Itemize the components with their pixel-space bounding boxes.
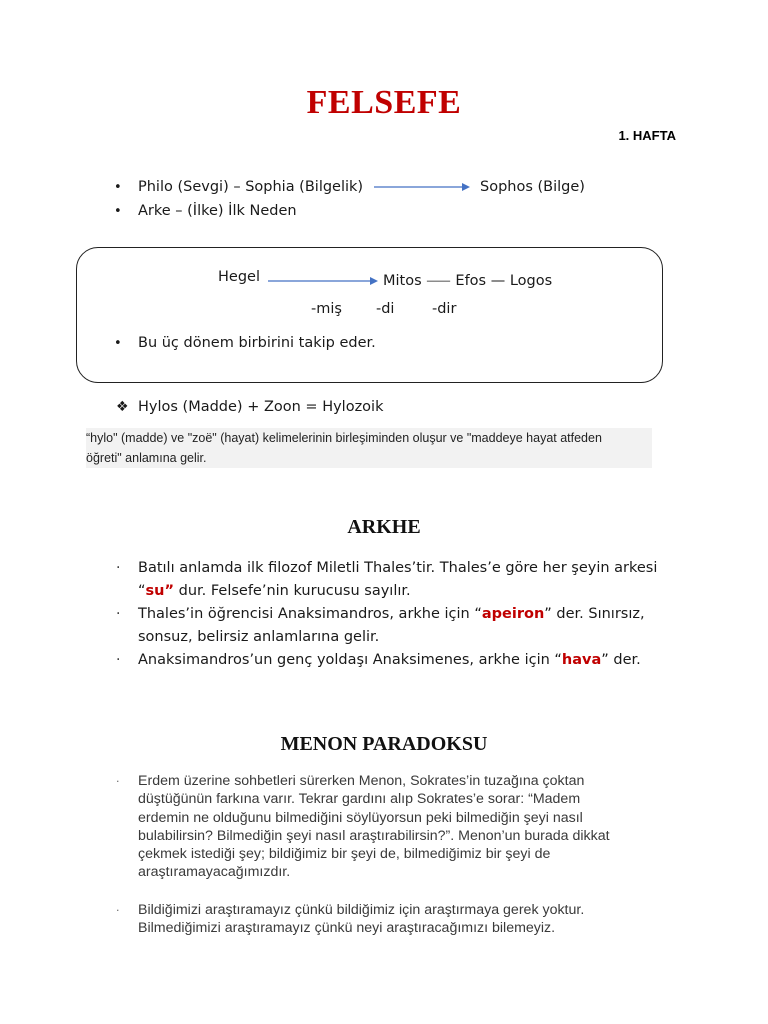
menon-p1-line: çekmek istediği şey; bildiğimiz bir şeyi de, bilmediğimiz bir şeyi de xyxy=(138,846,551,863)
box-bullet-text: Bu üç dönem birbirini takip eder. xyxy=(138,335,376,351)
menon-p2-line: Bildiğimizi araştıramayız çünkü bildiğimiz için araştırmaya gerek yoktur. xyxy=(138,902,585,918)
arkhe-p3-line xyxy=(138,649,678,672)
arkhe-p1-line-b xyxy=(138,580,678,603)
arkhe-p2-line-a xyxy=(138,603,678,626)
arrow-icon xyxy=(374,181,470,193)
note-line-1: “hylo" (madde) ve "zoë" (hayat) kelimelerinin birleşiminden oluşur ve "maddeye hayat atfeden xyxy=(86,431,602,445)
bullet-icon: • xyxy=(114,180,122,195)
arkhe-paragraph-2 xyxy=(138,603,678,649)
intro-line1-right: Sophos (Bilge) xyxy=(480,179,585,195)
arkhe-p2-pre: Thales’in öğrencisi Anaksimandros, arkhe için “ xyxy=(138,606,482,622)
arkhe-p1-line-a: Batılı anlamda ilk filozof Miletli Thales’tir. Thales’e göre her şeyin arkesi xyxy=(138,560,658,576)
highlight-apeiron: apeiron xyxy=(481,606,545,622)
menon-p1-line: erdemin ne olduğunu bilmediğini söylüyorsun peki bilmediğin şeyi nasıl xyxy=(138,809,583,826)
hegel-label: Hegel xyxy=(218,269,260,285)
arkhe-p3-pre: Anaksimandros’un genç yoldaşı Anaksimenes, arkhe için “ xyxy=(138,652,562,668)
menon-heading: MENON PARADOKSU xyxy=(280,733,488,755)
quote-open: “ xyxy=(138,583,146,599)
arkhe-paragraph-3 xyxy=(138,649,678,672)
suffix-dir: -dir xyxy=(432,301,457,317)
dot-bullet-icon: · xyxy=(116,560,121,576)
bullet-icon: • xyxy=(114,204,122,219)
dot-bullet-icon: · xyxy=(116,904,120,917)
menon-p1-line: Erdem üzerine sohbetleri sürerken Menon, Sokrates’in tuzağına çoktan xyxy=(138,773,585,789)
intro-line1-left: Philo (Sevgi) – Sophia (Bilgelik) xyxy=(138,179,364,195)
highlight-su: su” xyxy=(145,583,174,599)
highlight-hava: hava xyxy=(561,652,602,668)
hegel-box xyxy=(76,247,663,383)
intro-line2: Arke – (İlke) İlk Neden xyxy=(138,203,297,219)
suffix-mis: -miş xyxy=(311,301,342,317)
page-title: FELSEFE xyxy=(306,84,462,121)
arkhe-paragraph-1 xyxy=(138,557,678,603)
arkhe-p1-rest: dur. Felsefe’nin kurucusu sayılır. xyxy=(174,583,411,599)
diamond-bullet-icon: ❖ xyxy=(116,399,129,415)
suffix-di: -di xyxy=(376,301,395,317)
week-label: 1. HAFTA xyxy=(618,128,676,143)
menon-paragraph-2 xyxy=(138,901,698,938)
menon-p1-line: bulabilirsin? Bilmediğin şeyi nasıl araştırabilirsin?”. Menon’un burada dikkat xyxy=(138,827,610,844)
arkhe-p3-post: ” der. xyxy=(601,652,641,668)
dot-bullet-icon: · xyxy=(116,775,120,788)
arkhe-p2-line-b: sonsuz, belirsiz anlamlarına gelir. xyxy=(138,629,380,645)
menon-p2-line: Bilmediğimizi araştıramayız çünkü neyi araştıracağımızı bilemeyiz. xyxy=(138,920,556,937)
dot-bullet-icon: · xyxy=(116,606,121,622)
dot-bullet-icon: · xyxy=(116,652,121,668)
hylozoik-formula: Hylos (Madde) + Zoon = Hylozoik xyxy=(138,399,384,415)
arrow-icon xyxy=(268,275,378,287)
arkhe-heading: ARKHE xyxy=(347,516,421,538)
menon-p1-line: düştüğünün farkına varır. Tekrar gardını alıp Sokrates’e sorar: “Madem xyxy=(138,791,581,808)
menon-p1-line: araştıramayacağımızdır. xyxy=(138,864,291,881)
menon-paragraph-1 xyxy=(138,772,698,882)
bullet-icon: • xyxy=(114,336,122,351)
arkhe-p2-post: ” der. Sınırsız, xyxy=(544,606,645,622)
note-line-2: öğreti" anlamına gelir. xyxy=(86,451,207,465)
stages-label: Mitos ⸺ Efos — Logos xyxy=(383,273,553,289)
hylozoik-note xyxy=(86,428,652,468)
